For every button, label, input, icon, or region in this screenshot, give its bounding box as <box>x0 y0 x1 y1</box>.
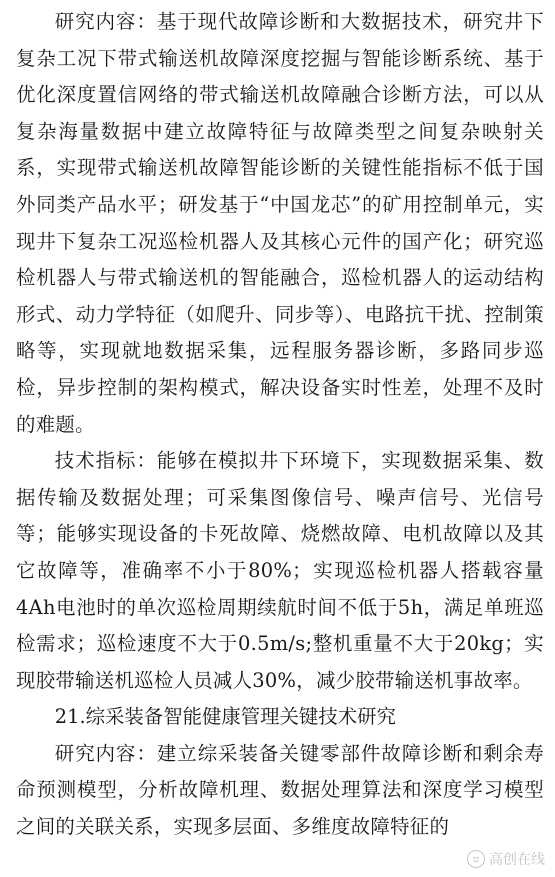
paragraph-research-content-mining: 研究内容：建立综采装备关键零部件故障诊断和剩余寿命预测模型，分析故障机理、数据处理算法和深度学习模型之间的关联关系，实现多层面、多维度故障特征的 <box>16 741 544 839</box>
paragraph-research-content-belt: 研究内容：基于现代故障诊断和大数据技术，研究井下复杂工况下带式输送机故障深度挖掘与智能诊断系统、基于优化深度置信网络的带式输送机故障融合诊断方法，可以从复杂海量数据中建立故障特征与故障类型之间复杂映射关系，实现带式输送机故障智能诊断的关键性能指标不低于国外同类产品水平；研发基于“中国龙芯”的矿用控制单元，实现井下复杂工况巡检机器人及其核心元件的国产化；研究巡检机器人与带式输送机的智能融合，巡检机器人的运动结构形式、动力学特征（如爬升、同步等）、电路抗干扰、控制策略等，实现就地数据采集，远程服务器诊断，多路同步巡检，异步控制的架构模式，解决设备实时性差，处理不及时的难题。 <box>16 10 544 436</box>
document-page <box>16 4 544 846</box>
section-heading-21: 21.综采装备智能健康管理关键技术研究 <box>54 705 396 729</box>
watermark-text: 高创在线 <box>489 852 545 868</box>
watermark <box>467 849 545 869</box>
wechat-icon <box>467 850 485 868</box>
paragraph-technical-indicators: 技术指标：能够在模拟井下环境下，实现数据采集、数据传输及数据处理；可采集图像信号、噪声信号、光信号等；能够实现设备的卡死故障、烧燃故障、电机故障以及其它故障等，准确率不小于80%；实现巡检机器人搭载容量4Ah电池时的单次巡检周期续航时间不低于5h，满足单班巡检需求；巡检速度不大于0.5m/s;整机重量不大于20kg；实现胶带输送机巡检人员减人30%，减少胶带输送机事故率。 <box>16 449 544 692</box>
